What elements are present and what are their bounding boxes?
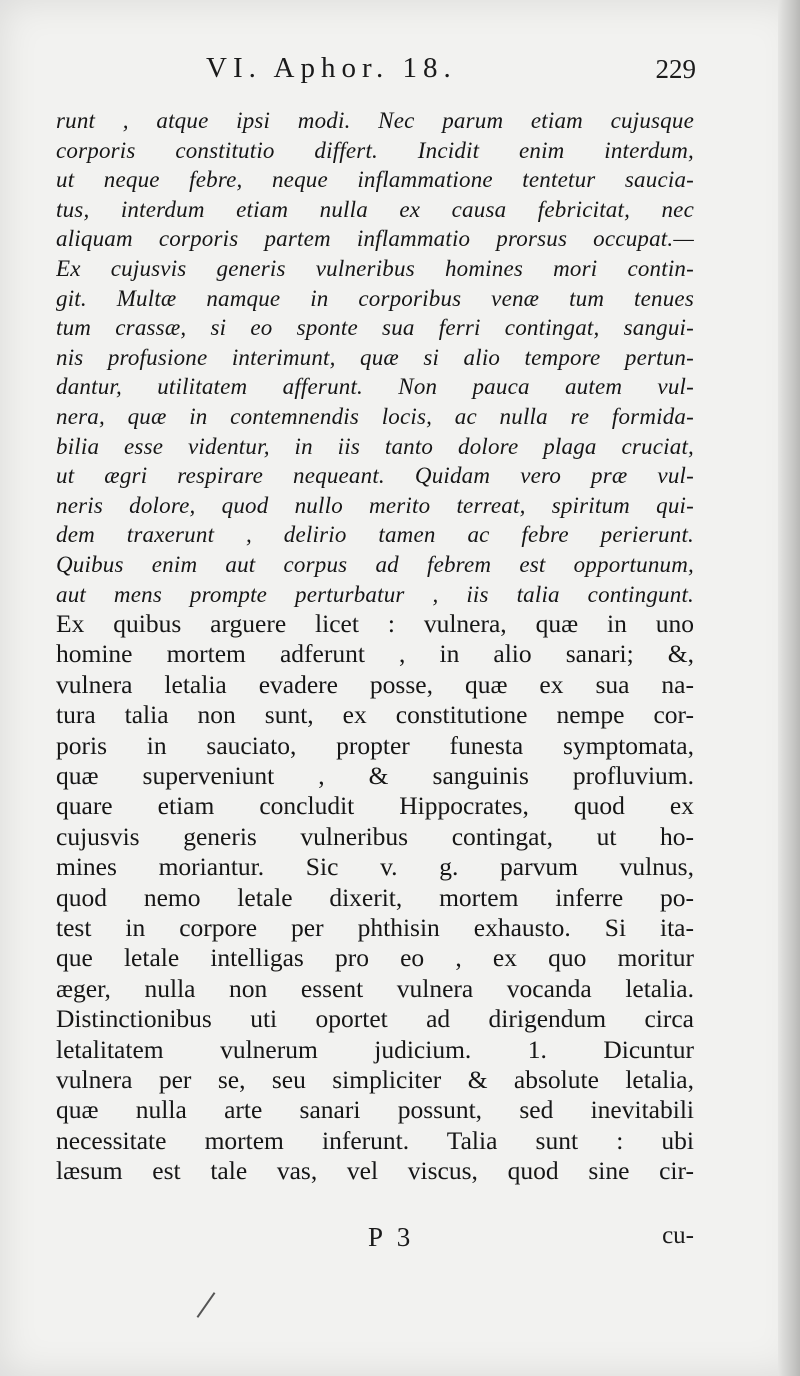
text-line: git. Multæ namque in corporibus venæ tum tenues bbox=[56, 285, 694, 311]
text-line: quare etiam concludit Hippocrates, quod ex bbox=[56, 791, 694, 821]
text-line: vulnera letalia evadere posse, quæ ex sua na- bbox=[56, 669, 694, 699]
text-line: letalitatem vulnerum judicium. 1. Dicuntur bbox=[56, 1034, 694, 1064]
text-line: que letale intelligas pro eo , ex quo moritur bbox=[56, 943, 694, 973]
page-header bbox=[58, 52, 696, 92]
text-line: homine mortem adferunt , in alio sanari; &, bbox=[56, 639, 694, 669]
text-line: Ex cujusvis generis vulneribus homines mori contin- bbox=[56, 255, 694, 281]
text-line: tum crassæ, si eo sponte sua ferri contingat, sangui- bbox=[56, 315, 694, 341]
text-line: corporis constitutio differt. Incidit enim interdum, bbox=[56, 137, 694, 163]
text-line: nera, quæ in contemnendis locis, ac nulla re formida- bbox=[56, 403, 694, 429]
text-line: dantur, utilitatem afferunt. Non pauca autem vul- bbox=[56, 374, 694, 400]
text-line: test in corpore per phthisin exhausto. Si ita- bbox=[56, 913, 694, 942]
text-line: Ex quibus arguere licet : vulnera, quæ in uno bbox=[56, 609, 694, 639]
text-line: Distinctionibus uti oportet ad dirigendum circa bbox=[56, 1004, 694, 1034]
signature-mark: P 3 bbox=[368, 1222, 415, 1252]
page-number: 229 bbox=[655, 54, 696, 84]
text-line: læsum est tale vas, vel viscus, quod sine cir- bbox=[56, 1156, 694, 1186]
text-line: bilia esse videntur, in iis tanto dolore plaga cruciat, bbox=[56, 433, 694, 459]
text-line: poris in sauciato, propter funesta symptomata, bbox=[56, 730, 694, 760]
text-line: mines moriantur. Sic v. g. parvum vulnus, bbox=[56, 852, 694, 882]
text-line: vulnera per se, seu simpliciter & absolute letalia, bbox=[56, 1064, 694, 1094]
text-line: quæ superveniunt , & sanguinis profluvium. bbox=[56, 761, 694, 791]
page-edge-shadow bbox=[778, 0, 800, 1376]
text-line: ut ægri respirare nequeant. Quidam vero præ vul- bbox=[56, 463, 694, 489]
stray-pen-mark bbox=[197, 1292, 216, 1318]
text-line: quæ nulla arte sanari possunt, sed inevitabili bbox=[56, 1095, 694, 1125]
text-line: aut mens prompte perturbatur , iis talia contingunt. bbox=[56, 581, 694, 607]
text-line: ut neque febre, neque inflammatione tentetur saucia- bbox=[56, 167, 694, 193]
text-line: cujusvis generis vulneribus contingat, ut ho- bbox=[56, 821, 694, 851]
page-body bbox=[56, 106, 694, 1187]
text-line: aliquam corporis partem inflammatio prorsus occupat.— bbox=[56, 226, 694, 252]
text-line: æger, nulla non essent vulnera vocanda letalia. bbox=[56, 973, 694, 1003]
text-line: tura talia non sunt, ex constitutione nempe cor- bbox=[56, 700, 694, 730]
text-line: quod nemo letale dixerit, mortem inferre po- bbox=[56, 882, 694, 912]
text-line: neris dolore, quod nullo merito terreat, spiritum qui- bbox=[56, 492, 694, 518]
commentary-block bbox=[56, 609, 694, 1186]
text-line: runt , atque ipsi modi. Nec parum etiam cujusque bbox=[56, 108, 694, 133]
text-line: tus, interdum etiam nulla ex causa febricitat, nec bbox=[56, 196, 694, 222]
italic-quotation-block bbox=[56, 106, 694, 609]
text-line: dem traxerunt , delirio tamen ac febre perierunt. bbox=[56, 522, 694, 548]
text-line: Quibus enim aut corpus ad febrem est opportunum, bbox=[56, 551, 694, 577]
text-line: necessitate mortem inferunt. Talia sunt : ubi bbox=[56, 1125, 694, 1155]
running-title: VI. Aphor. 18. bbox=[206, 52, 457, 84]
catchword: cu- bbox=[662, 1222, 694, 1249]
text-line: nis profusione interimunt, quæ si alio tempore pertun- bbox=[56, 344, 694, 370]
